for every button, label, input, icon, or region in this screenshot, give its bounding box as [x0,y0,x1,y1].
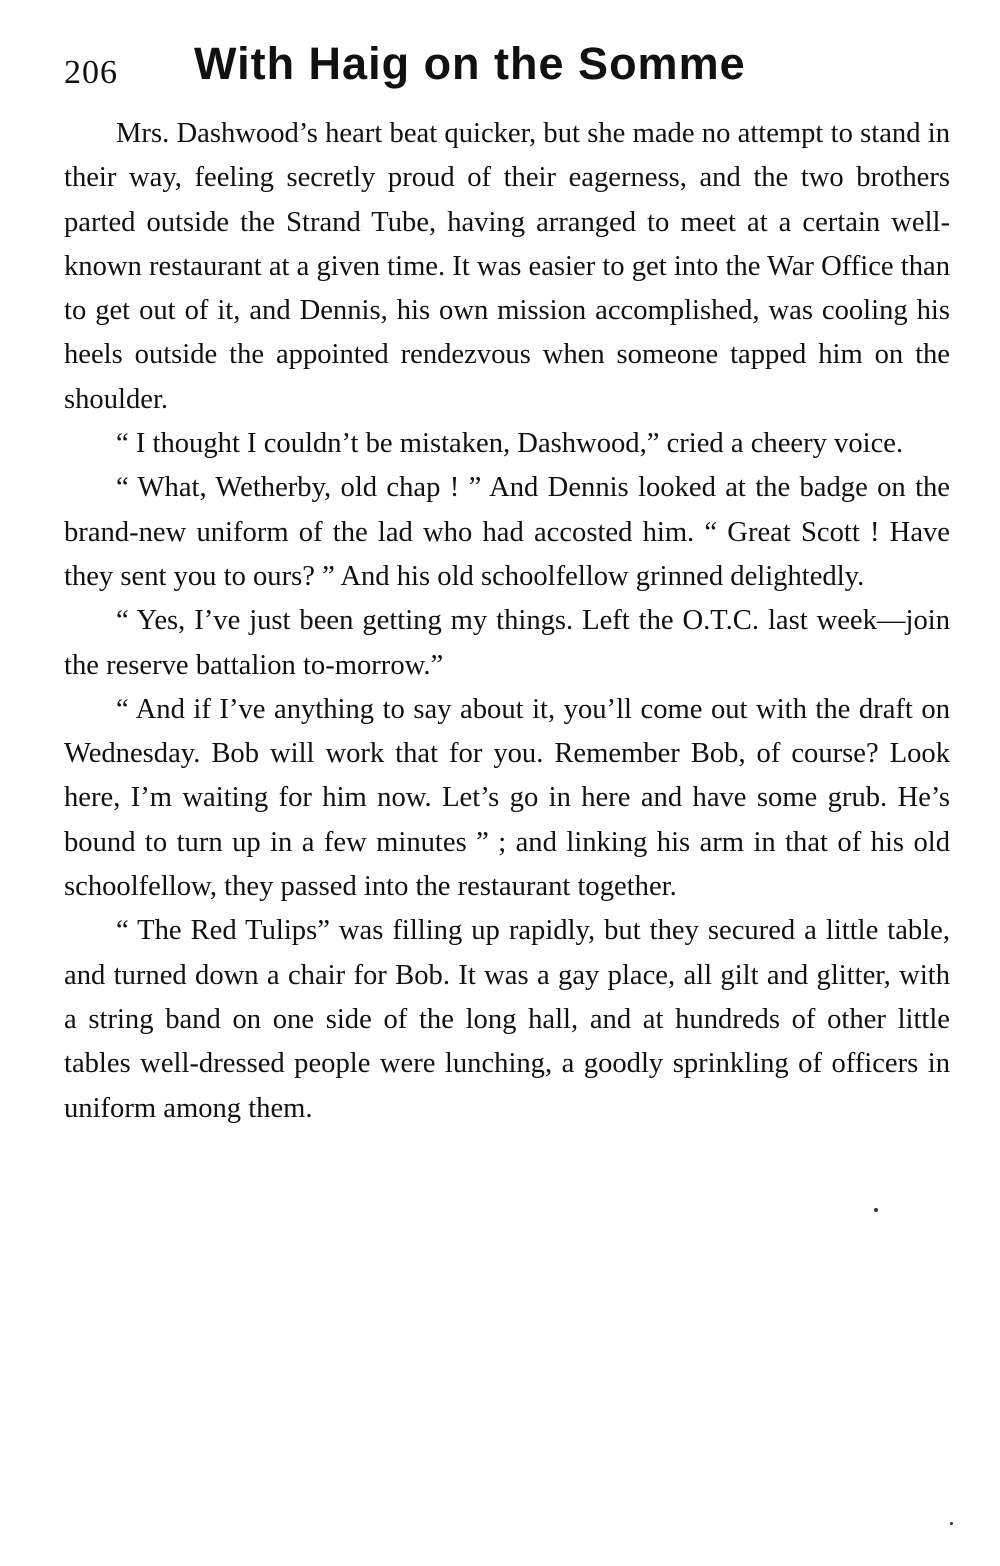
paragraph: “ The Red Tulips” was filling up rapidly, but they secured a little table, and turned down a chair for Bob. It was a gay place, all gilt and glitter, with a string band on one side of the long hall, and at hundreds of other little tables well-dressed people were lunching, a goodly sprinkling of officers in uniform among them. [64,915,950,1124]
running-title: With Haig on the Somme [194,38,746,89]
paragraph: Mrs. Dashwood’s heart beat quicker, but she made no attempt to stand in their way, feeling secretly proud of their eagerness, and the two brothers parted outside the Strand Tube, having arranged to meet at a certain well-known restaurant at a given time. It was easier to get into the War Office than to get out of it, and Dennis, his own mission accomplished, was cooling his heels outside the appointed rendezvous when someone tapped him on the shoulder. [64,118,950,415]
page-header [64,38,944,98]
print-speck [950,1522,953,1525]
paragraph: “ And if I’ve anything to say about it, you’ll come out with the draft on Wednesday. Bob will work that for you. Remember Bob, of course? Look here, I’m waiting for him now. Let’s go in here and have some grub. He’s bound to turn up in a few minutes ” ; and linking his arm in that of his old schoolfellow, they passed into the restaurant together. [64,693,950,903]
paragraph: “ What, Wetherby, old chap ! ” And Dennis looked at the badge on the brand-new uniform of the lad who had accosted him. “ Great Scott ! Have they sent you to ours? ” And his old schoolfellow grinned delightedly. [64,472,950,592]
paragraph: “ Yes, I’ve just been getting my things. Left the O.T.C. last week—join the reserve battalion to-morrow.” [64,605,950,681]
print-speck [874,1208,878,1212]
page-number: 206 [64,54,118,91]
paragraph: “ I thought I couldn’t be mistaken, Dashwood,” cried a cheery voice. [116,428,904,460]
body-text [64,112,950,1131]
